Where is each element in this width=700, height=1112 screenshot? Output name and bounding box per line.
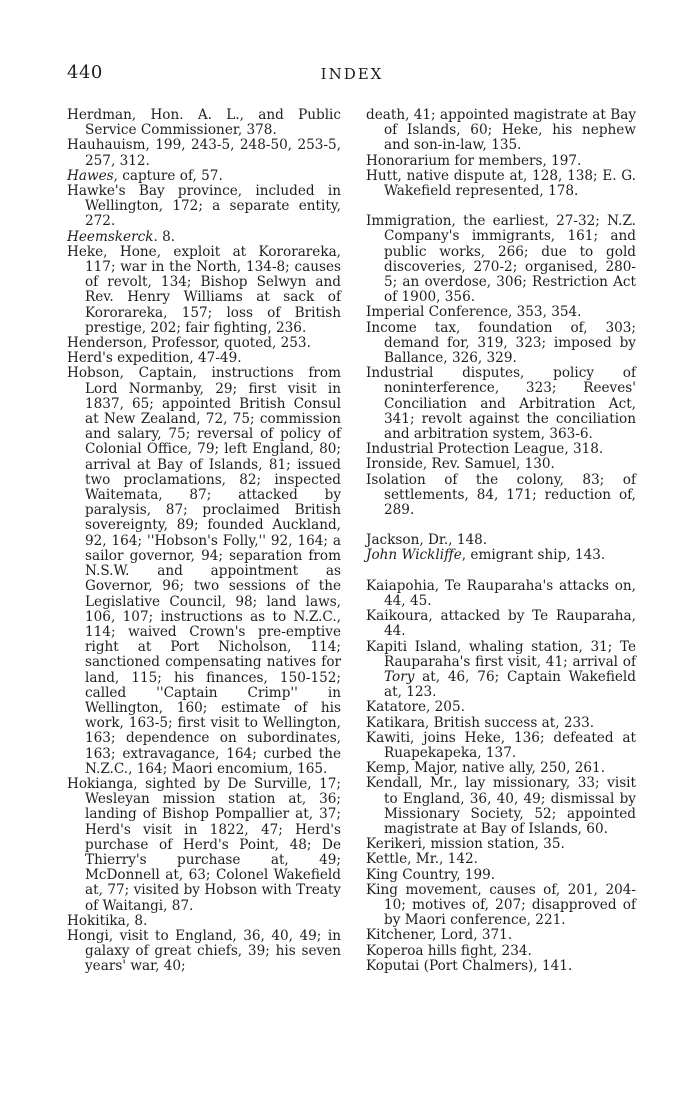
- italic-title: Hawes: [67, 167, 114, 184]
- entry-text: Income tax, foundation of, 303; demand for, 319, 323; imposed by Ballance, 326, 329.: [366, 319, 636, 367]
- index-entry: [366, 640, 636, 701]
- index-entry: [366, 837, 636, 852]
- index-entry: [366, 154, 636, 169]
- index-entry: [366, 776, 636, 837]
- entry-text: Herdman, Hon. A. L., and Public Service Commissioner, 378.: [67, 107, 341, 139]
- entry-text: Koperoa hills fight, 234.: [366, 942, 532, 959]
- index-entry: [366, 442, 636, 457]
- entry-text: Kapiti Island, whaling station, 31; Te Rauparaha's first visit, 41; arrival of: [366, 638, 636, 670]
- index-entry: [366, 609, 636, 639]
- entry-text: Herd's expedition, 47-49.: [67, 350, 242, 367]
- index-entry: [67, 184, 341, 230]
- index-entry: [366, 944, 636, 959]
- index-entry: [366, 473, 636, 519]
- index-entry: [366, 548, 636, 563]
- entry-text: Katikara, British success at, 233.: [366, 714, 595, 731]
- index-entry: [67, 914, 341, 929]
- index-entry: [67, 108, 341, 138]
- index-entry: [67, 230, 341, 245]
- italic-title: Heemskerck: [67, 228, 154, 245]
- entry-text: Hokianga, sighted by De Surville, 17; Wesleyan mission station at, 36; landing of Bishop Pompallier at, 37; Herd's visit in 1822, 47; Herd's purchase of Herd's Point, 48; De Thierry's purchase at, 49; McDonnell at, 63; Colonel Wakefield at, 77; visited by Hobson with Treaty of Waitangi, 87.: [67, 775, 341, 914]
- entry-text: , emigrant ship, 143.: [461, 547, 606, 564]
- index-entry: [366, 852, 636, 867]
- index-entry: [366, 579, 636, 609]
- entry-text: Hutt, native dispute at, 128, 138; E. G. Wakefield represented, 178.: [366, 167, 636, 200]
- entry-text: Imperial Conference, 353, 354.: [366, 304, 582, 321]
- italic-title: Tory: [384, 668, 415, 685]
- entry-text: Kemp, Major, native ally, 250, 261.: [366, 760, 606, 777]
- index-entry: [366, 321, 636, 367]
- index-entry: [67, 351, 341, 366]
- entry-text: King Country, 199.: [366, 866, 496, 883]
- entry-text: Hauhauism, 199, 243-5, 248-50, 253-5, 257, 312.: [67, 137, 341, 169]
- index-entry: [366, 868, 636, 883]
- entry-text: Hobson, Captain, instructions from Lord Normanby, 29; first visit in 1837, 65; appointed British Consul at New Zealand, 72, 75; commission and salary, 75; reversal of policy of Colonial Office, 79; left England, 80; arrival at Bay of Islands, 81; issued two proclamations, 82; inspected Waitemata, 87; attacked by paralysis, 87; proclaimed British sovereignty, 89; founded Auckland, 92, 164; ''Hobson's Folly,'' 92, 164; a sailor governor, 94; separation from N.S.W. and appointment as Governor, 96; two sessions of the Legislative Council, 98; land laws, 106, 107; instructions as to N.Z.C., 114; waived Crown's pre-emptive right at Port Nicholson, 114; sanctioned compensating natives for land, 115; his finances, 150-152; called ''Captain Crimp'' in Wellington, 160; estimate of his work, 163-5; first visit to Wellington, 163; dependence on subordinates, 163; extravagance, 164; curbed the N.Z.C., 164; Maori encomium, 165.: [67, 365, 341, 777]
- index-entry: [67, 777, 341, 914]
- section-gap: [366, 518, 636, 533]
- page-header: [67, 62, 637, 86]
- index-entry: [366, 457, 636, 472]
- entry-text: , capture of, 57.: [113, 167, 223, 184]
- index-entry: [366, 761, 636, 776]
- entry-text: Ironside, Rev. Samuel, 130.: [366, 456, 555, 473]
- entry-text: at, 46, 76; Captain Wakefield at, 123.: [384, 668, 636, 701]
- index-entry: [366, 883, 636, 929]
- index-entry: [366, 928, 636, 943]
- index-entry: [67, 138, 341, 168]
- index-entry-continued: [366, 108, 636, 154]
- index-entry: [366, 366, 636, 442]
- index-entry: [366, 214, 636, 305]
- index-column-right: [366, 108, 636, 974]
- index-entry: [67, 929, 341, 975]
- index-entry: [67, 366, 341, 776]
- entry-text: Kendall, Mr., lay missionary, 33; visit to England, 36, 40, 49; dismissal by Missionary Society, 52; appointed magistrate at Bay of Islands, 60.: [366, 775, 636, 837]
- entry-text: death, 41; appointed magistrate at Bay of Islands, 60; Heke, his nephew and son-in-law, 135.: [366, 107, 636, 154]
- index-entry: [366, 305, 636, 320]
- entry-text: Isolation of the colony, 83; of settlements, 84, 171; reduction of, 289.: [366, 471, 636, 519]
- section-gap: [366, 564, 636, 579]
- entry-text: Kawiti, joins Heke, 136; defeated at Ruapekapeka, 137.: [366, 729, 636, 761]
- entry-text: Honorarium for members, 197.: [366, 152, 582, 169]
- index-entry: [67, 336, 341, 351]
- entry-text: Hongi, visit to England, 36, 40, 49; in galaxy of great chiefs, 39; his seven years' war, 40;: [67, 927, 341, 975]
- index-entry: [67, 245, 341, 336]
- entry-text: Kerikeri, mission station, 35.: [366, 836, 565, 853]
- entry-text: Heke, Hone, exploit at Kororareka, 117; war in the North, 134-8; causes of revolt, 134; Bishop Selwyn and Rev. Henry Williams at sack of Kororareka, 157; loss of British prestige, 202; fair fighting, 236.: [67, 243, 341, 336]
- index-entry: [67, 169, 341, 184]
- page-number: 440: [67, 62, 103, 83]
- entry-text: Kaikoura, attacked by Te Rauparaha, 44.: [366, 608, 636, 640]
- entry-text: King movement, causes of, 201, 204-10; motives of, 207; disapproved of by Maori conference, 221.: [366, 881, 636, 929]
- index-entry: [366, 731, 636, 761]
- index-entry: [366, 169, 636, 199]
- entry-text: Industrial disputes, policy of noninterference, 323; Reeves' Conciliation and Arbitration Act, 341; revolt against the conciliation and arbitration system, 363-6.: [366, 365, 636, 443]
- entry-text: Kitchener, Lord, 371.: [366, 927, 513, 944]
- entry-text: Koputai (Port Chalmers), 141.: [366, 957, 573, 974]
- entry-text: Industrial Protection League, 318.: [366, 441, 604, 458]
- index-entry: [366, 716, 636, 731]
- entry-text: Katatore, 205.: [366, 699, 465, 716]
- entry-text: Immigration, the earliest, 27-32; N.Z. Company's immigrants, 161; and public works, 266; due to gold discoveries, 270-2; organised, 280-5; an overdose, 306; Restriction Act of 1900, 356.: [366, 213, 636, 306]
- index-column-left: [67, 108, 341, 975]
- entry-text: Kaiapohia, Te Rauparaha's attacks on, 44, 45.: [366, 577, 636, 609]
- entry-text: Jackson, Dr., 148.: [366, 532, 488, 549]
- entry-text: . 8.: [153, 228, 176, 245]
- index-entry: [366, 959, 636, 974]
- entry-text: Kettle, Mr., 142.: [366, 851, 478, 868]
- italic-title: John Wickliffe: [366, 547, 462, 564]
- section-gap: [366, 199, 636, 214]
- entry-text: Henderson, Professor, quoted, 253.: [67, 335, 311, 352]
- page-title: INDEX: [320, 65, 384, 83]
- entry-text: Hawke's Bay province, included in Wellington, 172; a separate entity, 272.: [67, 183, 341, 230]
- index-entry: [366, 700, 636, 715]
- index-entry: [366, 533, 636, 548]
- entry-text: Hokitika, 8.: [67, 912, 148, 929]
